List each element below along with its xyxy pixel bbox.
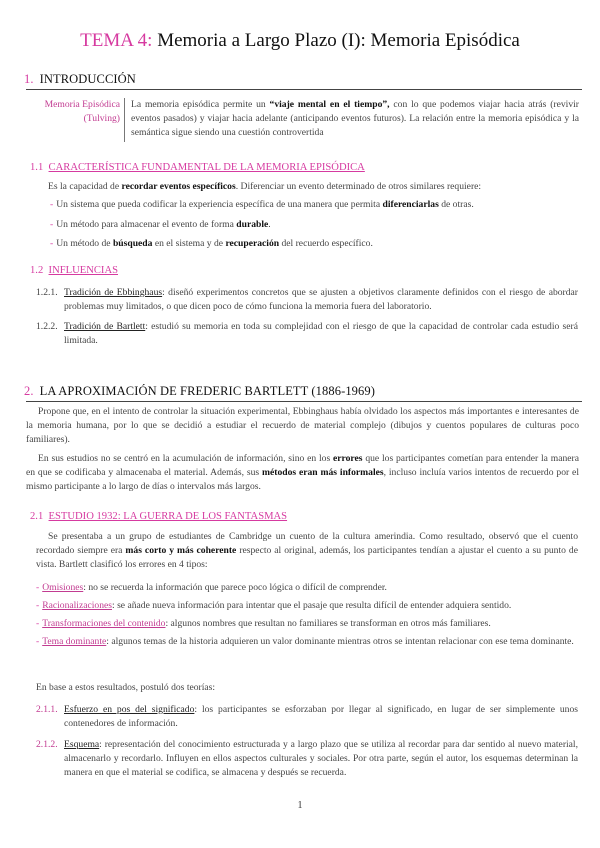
section-heading-1: 1. INTRODUCCIÓN [24, 72, 136, 86]
list-item: Tradición de Ebbinghaus: diseñó experimentos concretos que se ajusten a objetivos claramente definidos con el riesgo de abordar problemas muy limitados, o que dicen poco de cómo funciona la memoria fuera del laboratorio. [64, 287, 579, 313]
subsection-heading-2-1: 2.1 ESTUDIO 1932: LA GUERRA DE LOS FANTASMAS [30, 511, 288, 522]
subsection-heading-1-1: 1.1 CARACTERÍSTICA FUNDAMENTAL DE LA MEMORIA EPISÓDICA [30, 162, 365, 173]
list-item: - Un método de búsqueda en el sistema y de recuperación del recuerdo específico. [50, 238, 373, 249]
page-number: 1 [297, 800, 303, 811]
list-item: - Transformaciones del contenido: algunos nombres que resultan no familiares se transforman en otros más familiares. [36, 618, 491, 629]
list-item: - Un método para almacenar el evento de forma durable. [50, 219, 271, 230]
s21-paragraph: Se presentaba a un grupo de estudiantes de Cambridge un cuento de la cultura amerindia. Como resultado, observó que el cuento recordado siempre era más corto y más coherente respecto al original, además, los participantes tendían a ajustar el cuento a su punto de vista. Bartlett clasificó los errores en 4 tipos: [36, 531, 578, 571]
subsection-heading-1-2: 1.2 INFLUENCIAS [30, 265, 118, 276]
list-item: Tradición de Bartlett: estudió su memoria en toda su complejidad con el riesgo de que la capacidad de controlar cada estudio será limitada. [64, 321, 578, 347]
list-item: Esquema: representación del conocimiento estructurada y a largo plazo que se utiliza al recordar para dar sentido al nuevo material, almacenarlo y recordarlo. Influyen en ellos aspectos culturales y sociales. Por otra parte, según el autor, los esquemas determinan la manera en que el material se codifica, se almacena y después se recuerda. [64, 739, 578, 779]
item-number: 2.1.1. [36, 704, 58, 715]
item-number: 2.1.2. [36, 739, 58, 750]
list-item: Esfuerzo en pos del significado: los participantes se esforzaban por llegar al significado, en lugar de ser simplemente unos contenedores de información. [64, 704, 578, 730]
sidebar-label: Memoria Episódica (Tulving) [44, 99, 120, 125]
theories-intro: En base a estos resultados, postuló dos teorías: [36, 682, 216, 693]
s2-paragraph-2: En sus estudios no se centró en la acumulación de información, sino en los errores que los participantes cometían para entender la manera en que se codificaba y almacenaba el material. Además, sus métodos eran más informales, incluso incluía varios intentos de recuerdo por el mismo participante a lo largo de días o intervalos más largos. [26, 453, 579, 493]
item-number: 1.2.2. [36, 321, 58, 332]
item-number: 1.2.1. [36, 287, 58, 298]
list-item: - Omisiones: no se recuerda la información que parece poco lógica o difícil de comprender. [36, 582, 387, 593]
section-rule [26, 401, 582, 402]
s11-paragraph: Es la capacidad de recordar eventos específicos. Diferenciar un evento determinado de otros similares requiere: [48, 181, 482, 192]
section-rule [26, 89, 582, 90]
section-heading-2: 2. LA APROXIMACIÓN DE FREDERIC BARTLETT (1886-1969) [24, 384, 375, 398]
list-item: - Tema dominante: algunos temas de la historia adquieren un valor dominante mientras otros se intentan relacionar con ese tema dominante. [36, 636, 574, 647]
list-item: - Un sistema que pueda codificar la experiencia específica de una manera que permita diferenciarlas de otras. [50, 199, 474, 210]
intro-paragraph: La memoria episódica permite un “viaje mental en el tiempo”, con lo que podemos viajar hacia atrás (revivir eventos pasados) y viajar hacia adelante (anticipando eventos futuros). La relación entre la memoria episódica y la semántica sigue siendo una cuestión controvertida [131, 99, 579, 139]
sidebar-divider [124, 98, 125, 142]
list-item: - Racionalizaciones: se añade nueva información para intentar que el pasaje que resulta difícil de entender adquiera sentido. [36, 600, 512, 611]
s2-paragraph-1: Propone que, en el intento de controlar la situación experimental, Ebbinghaus había olvidado los aspectos más importantes e interesantes de la memoria humana, por lo que se decidió a estudiar el recuerdo de material complejo (dibujos y cuentos populares de culturas poco familiares). [26, 406, 579, 446]
page-title: TEMA 4: Memoria a Largo Plazo (I): Memoria Episódica [80, 30, 520, 51]
